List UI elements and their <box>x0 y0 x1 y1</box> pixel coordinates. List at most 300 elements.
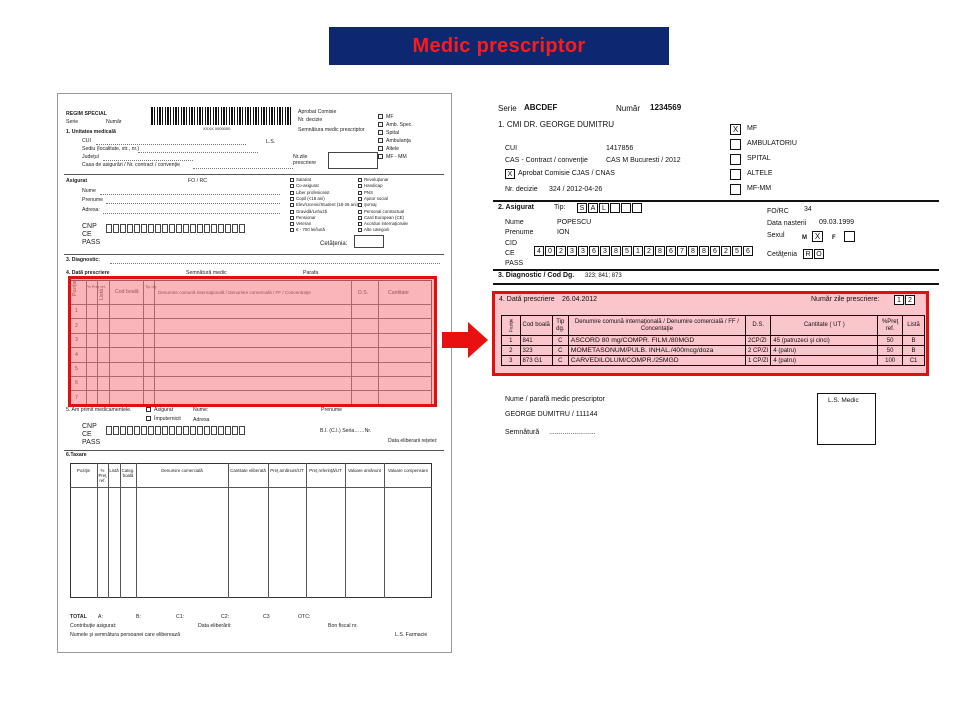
cnp-cell <box>232 224 238 233</box>
r-cnp-cell[interactable] <box>567 246 577 256</box>
sediu-label: Sediu (localitate, str., nr.) <box>82 146 140 152</box>
aprobat-label: Aprobat Comisie <box>298 109 337 115</box>
insured-category-label: Liber profesionist <box>296 189 330 195</box>
r-cnp-digit: 2 <box>647 247 651 255</box>
parafa-label: Parafa <box>303 270 319 276</box>
cnp-cell <box>239 426 245 435</box>
insured-category-label: Card European (CE) <box>364 214 405 220</box>
cnp-cell <box>134 426 140 435</box>
r-cell-cod: 873 G1 <box>520 356 552 366</box>
rt-head-cod: Cod boală <box>520 316 552 336</box>
rt-head-ds: D.S. <box>746 316 771 336</box>
taxare-col-line <box>108 463 109 598</box>
r-cnp-cell[interactable] <box>677 246 687 256</box>
total-c1: C1: <box>176 614 185 620</box>
r-nr-zile-label: Număr zile prescriere: <box>811 296 880 303</box>
r-cnp-digit: 3 <box>570 247 574 255</box>
r-nume-value: POPESCU <box>557 219 592 226</box>
numar-label: Număr <box>106 119 122 125</box>
r-cell-den: CARVEDILOLUM/COMPR./25MGD <box>568 356 745 366</box>
r-cell-ds: 1 CP/ZI <box>746 356 771 366</box>
r-unit-type-checkbox[interactable] <box>730 169 741 180</box>
cnp-cell <box>162 426 168 435</box>
r-cui-label: CUI <box>505 145 518 152</box>
prenume-label: Prenume <box>82 197 104 203</box>
insured-category-checkbox[interactable] <box>290 210 294 214</box>
cnp-cell <box>218 224 224 233</box>
cnp-cell <box>113 426 119 435</box>
r-table-row <box>502 346 925 356</box>
r-cnp-cell[interactable] <box>534 246 544 256</box>
bi-label: B.I. (C.I.) Seria……Nr. <box>320 428 372 434</box>
r-unit-type-label: SPITAL <box>747 155 771 162</box>
r-cnp-digit: 6 <box>746 247 750 255</box>
cnp-cell <box>113 224 119 233</box>
unit-type-checkbox[interactable] <box>378 130 383 135</box>
r-serie-label: Serie <box>498 104 517 113</box>
unit-type-label: MF - MM <box>386 154 407 160</box>
unit-type-checkbox[interactable] <box>378 138 383 143</box>
r-aprobat-checkbox[interactable]: X <box>505 169 515 179</box>
insured-category-checkbox[interactable] <box>290 191 294 195</box>
r-data-prescriere-value: 26.04.2012 <box>562 296 598 303</box>
r-prenume-label: Prenume <box>505 229 534 236</box>
adresa2-label: Adresa <box>193 417 210 423</box>
adresa-label: Adresa: <box>82 207 100 213</box>
r-cnp-cell[interactable] <box>611 246 621 256</box>
r-unit-type-label: AMBULATORIU <box>747 140 797 147</box>
r-cell-poz: 3 <box>502 356 521 366</box>
unit-type-label: Amb. Spec. <box>386 122 413 128</box>
r-cell-poz: 2 <box>502 346 521 356</box>
r-data-prescriere-label: 4. Dată prescriere <box>499 296 555 303</box>
r-unit-type-checkbox[interactable] <box>730 154 741 165</box>
fo-rc-label: FO / RC <box>188 178 208 184</box>
r-data-nasterii-label: Data nasterii <box>767 220 807 227</box>
r-prenume-value: ION <box>557 229 570 236</box>
cnp-cell <box>190 426 196 435</box>
cnp-cell <box>183 426 189 435</box>
taxare-col-line <box>97 463 98 598</box>
r-cnp-digit: 8 <box>702 247 706 255</box>
cnp-cell <box>127 224 133 233</box>
insured-category-label: Pensionar <box>296 214 316 220</box>
r-tip-cell-value: L <box>602 204 606 212</box>
r-cnp-cell[interactable] <box>589 246 599 256</box>
cnp-cell <box>162 224 168 233</box>
unit-type-label: MF <box>386 114 394 120</box>
insured-category-label: Salariat <box>296 177 311 182</box>
nr-decizie-label: Nr. decizie <box>298 117 323 123</box>
data-prescriere-label: 4. Dată prescriere <box>66 270 110 276</box>
insured-category-checkbox[interactable] <box>358 191 362 195</box>
r-cnp-cell[interactable] <box>578 246 588 256</box>
cui-label: CUI <box>82 138 91 144</box>
r-tip-label: Tip: <box>554 204 566 211</box>
r-cui-value: 1417856 <box>606 145 634 152</box>
r-cnp-digit: 3 <box>603 247 607 255</box>
total-c3: C3 <box>263 614 270 620</box>
total-label: TOTAL <box>70 614 87 620</box>
cnp-cell <box>106 224 112 233</box>
pass-label: PASS <box>82 239 101 246</box>
cnp-cell <box>197 426 203 435</box>
cnp-cell <box>155 224 161 233</box>
am-primit-label: 5. Am primit medicamentele. <box>66 407 132 413</box>
r-cas-value: CAS M Bucuresti / 2012 <box>606 157 681 164</box>
cnp-cell <box>127 426 133 435</box>
insured-category-checkbox[interactable] <box>358 184 362 188</box>
r-cnp-cell[interactable] <box>666 246 676 256</box>
cnp-cell <box>190 224 196 233</box>
taxare-col-line <box>120 463 121 598</box>
r-semnatura-label: Semnătură <box>505 429 540 436</box>
taxare-head: % Preţ ref. <box>98 468 107 483</box>
r-cnp-digit: 5 <box>625 247 629 255</box>
r-cnp-digit: 2 <box>559 247 563 255</box>
ls-farmacie-label: L.S. Farmacie <box>395 632 428 638</box>
cnp-cell <box>197 224 203 233</box>
insured-category-label: € - 700 lei/lună <box>296 227 325 233</box>
insured-category-checkbox[interactable] <box>290 228 294 232</box>
unit-type-label: Altele <box>386 146 399 152</box>
cnp-cell <box>176 224 182 233</box>
insured-category-label: Personal contractual <box>364 208 405 214</box>
r-cnp-cell[interactable] <box>743 246 753 256</box>
r-cnp-digit: 7 <box>680 247 684 255</box>
r-tip-cell[interactable] <box>588 203 598 213</box>
insured-category-label: Handicap <box>364 183 383 189</box>
taxare-head: Denumire comercială <box>161 468 203 473</box>
r-unit-type-checkbox[interactable] <box>730 124 741 135</box>
r-cell-poz: 1 <box>502 336 521 346</box>
total-c2: C2: <box>221 614 230 620</box>
r-cell-cod: 323 <box>520 346 552 356</box>
insured-category-checkbox[interactable] <box>358 178 362 182</box>
insured-category-checkbox[interactable] <box>290 203 294 207</box>
r-cetatenia-cell[interactable] <box>814 249 824 259</box>
unit-type-label: Spital <box>386 130 399 136</box>
insured-category-checkbox[interactable] <box>290 178 294 182</box>
r-cell-cod: 841 <box>520 336 552 346</box>
r-cnp-digit: 1 <box>636 247 640 255</box>
serie-label: Serie <box>66 119 79 125</box>
r-sex-label: Sexul <box>767 232 785 239</box>
r-cell-lista: C1 <box>903 356 925 366</box>
r-numar-value: 1234569 <box>650 103 682 112</box>
r-semnatura-dots: ........................ <box>549 429 596 436</box>
asigurat-cas-label: Asigurat <box>66 178 88 184</box>
r-prescription-rows <box>502 336 925 366</box>
cnp-cell <box>141 426 147 435</box>
numele-farmacist-label: Numele şi semnătura persoanei care eliberează <box>70 632 181 638</box>
r-cell-tip: C <box>552 336 568 346</box>
insured-category-checkbox[interactable] <box>358 216 362 220</box>
r-cnp-digit: 8 <box>658 247 662 255</box>
cnp-cell <box>225 426 231 435</box>
insured-category-label: Şomaj <box>364 202 377 208</box>
r-cnp-cell[interactable] <box>732 246 742 256</box>
cnp-cell <box>176 426 182 435</box>
r-cetatenia-cell[interactable] <box>803 249 813 259</box>
total-a: A: <box>98 614 103 620</box>
r-cnp-digit: 3 <box>581 247 585 255</box>
r-cell-ds: 2 CP/ZI <box>746 346 771 356</box>
ls-label: L.S. <box>266 139 276 145</box>
r-cell-lista: B <box>903 346 925 356</box>
r-cell-tip: C <box>552 356 568 366</box>
r-sex-f: F <box>832 235 836 241</box>
barcode-image <box>151 107 291 125</box>
r-cnp-cell[interactable] <box>655 246 665 256</box>
r-cnp-digit: 6 <box>592 247 596 255</box>
taxare-head: Cantitate eliberată <box>230 468 266 473</box>
insured-category-checkbox[interactable] <box>358 228 362 232</box>
nume-label: Nume <box>82 188 96 194</box>
taxare-col-line <box>136 463 137 598</box>
cnp-cell <box>155 426 161 435</box>
nr-zile-label: Nr.zile prescriere <box>293 154 317 166</box>
taxare-head: Poziţie <box>76 468 91 473</box>
r-table-row <box>502 356 925 366</box>
r-numar-label: Număr <box>616 104 641 113</box>
r-cnp-cell[interactable] <box>699 246 709 256</box>
r-tip-cell[interactable] <box>599 203 609 213</box>
r-ce-label: CE <box>505 250 515 257</box>
insured-category-checkbox[interactable] <box>290 216 294 220</box>
r-cnp-cell[interactable] <box>633 246 643 256</box>
r-cetatenia-letter: O <box>816 250 822 258</box>
r-diagnostic-value: 323; 841; 873 <box>585 273 622 279</box>
cnp-cell <box>141 224 147 233</box>
insured-category-checkbox[interactable] <box>290 184 294 188</box>
cetatenia-label: Cetăţenia: <box>320 241 348 247</box>
taxare-col-line <box>268 463 269 598</box>
judet-label: Judeţul <box>82 154 99 160</box>
cnp-cell <box>148 224 154 233</box>
ls-medic-label: L.S. Medic <box>828 397 859 404</box>
r-cell-lista: B <box>903 336 925 346</box>
r-unit-type-label: MF <box>747 125 758 132</box>
cnp-cell <box>169 224 175 233</box>
r-nr-zile-cell[interactable] <box>894 295 904 305</box>
r-cnp-cell[interactable] <box>688 246 698 256</box>
bon-fiscal-label: Bon fiscal nr. <box>328 623 358 629</box>
r-cell-pret: 100 <box>878 356 903 366</box>
cnp-cell <box>218 426 224 435</box>
r-data-nasterii-value: 09.03.1999 <box>819 219 855 226</box>
cnp-cell <box>169 426 175 435</box>
rt-head-pret: %Preţ ref. <box>878 316 903 336</box>
r-tip-cell-value: A <box>590 204 596 212</box>
taxare-col-line <box>345 463 346 598</box>
cnp-cell <box>204 224 210 233</box>
cnp-cell <box>211 224 217 233</box>
r-cnp-cell[interactable] <box>710 246 720 256</box>
semnatura-label: Semnătură medic <box>186 270 227 276</box>
insured-category-label: PNS <box>364 189 374 195</box>
r-cell-pret: 50 <box>878 336 903 346</box>
r-unit-type-checkbox[interactable] <box>730 139 741 150</box>
r-cnp-digit: 6 <box>713 247 717 255</box>
taxare-col-line <box>306 463 307 598</box>
r-cell-pret: 50 <box>878 346 903 356</box>
ce-label: CE <box>82 231 92 238</box>
taxare-table <box>70 463 432 598</box>
rt-head-pozitie: Poziţie <box>502 316 521 336</box>
taxare-head: Preţ amănunt/UT <box>270 468 304 473</box>
asigurat-check-label: Asigurat <box>154 407 174 413</box>
insured-category-checkbox[interactable] <box>290 222 294 226</box>
contributie-label: Contribuţie asigurat: <box>70 623 117 629</box>
insured-category-label: Veteran <box>296 221 312 227</box>
r-cell-tip: C <box>552 346 568 356</box>
r-nr-decizie-value: 324 / 2012-04-26 <box>549 186 603 193</box>
rt-head-cantitate: Cantitate ( UT ) <box>771 316 878 336</box>
r-unit-type-label: ALTELE <box>747 170 773 177</box>
r-sex-m-checkbox[interactable]: X <box>812 231 823 242</box>
cnp-cell <box>183 224 189 233</box>
insured-category-checkbox[interactable] <box>358 203 362 207</box>
r-unit-type-label: MF-MM <box>747 185 772 192</box>
imputernicit-label: Împuternicit <box>154 416 181 422</box>
r-unit-type-mark: X <box>732 125 739 134</box>
r-aprobat-label: Aprobat Comisie CJAS / CNAS <box>518 170 615 177</box>
r-cas-label: CAS - Contract / convenţie <box>505 157 588 164</box>
data-eliberarii-label: Data eliberării: <box>198 623 232 629</box>
r-nr-decizie-label: Nr. decizie <box>505 186 538 193</box>
rt-head-lista: Listă <box>903 316 925 336</box>
r-cnp-digit: 6 <box>669 247 673 255</box>
r-sex-m: M <box>802 235 807 241</box>
r-cetatenia-letter: R <box>805 250 811 258</box>
taxare-col-line <box>228 463 229 598</box>
insured-category-label: Acorduri internaţionale <box>364 221 408 227</box>
ce2-label: CE <box>82 431 92 438</box>
r-unit-type-checkbox[interactable] <box>730 184 741 195</box>
diagnostic-label: 3. Diagnostic: <box>66 257 101 263</box>
semnatura-medic-label: Semnătura medic prescriptor <box>298 127 365 133</box>
r-cell-cant: 4 (patru) <box>771 356 878 366</box>
prenume2-label: Prenume <box>321 407 343 413</box>
insured-category-checkbox[interactable] <box>290 197 294 201</box>
cnp-cell <box>204 426 210 435</box>
r-nume-label: Nume <box>505 219 524 226</box>
taxare-head: Listă <box>109 468 119 473</box>
insured-category-label: Alte categorii <box>364 227 390 233</box>
cnp-cell <box>134 224 140 233</box>
r-cetatenia-label: Cetăţenia <box>767 251 797 258</box>
r-tip-cell[interactable] <box>610 203 620 213</box>
r-unit-name: 1. CMI DR. GEORGE DUMITRU <box>498 120 615 129</box>
insured-category-label: Ajutor social <box>364 195 388 201</box>
r-cnp-cell[interactable] <box>721 246 731 256</box>
insured-category-checkbox[interactable] <box>358 197 362 201</box>
rt-head-tip: Tip dg. <box>552 316 568 336</box>
rt-head-denumire: Denumire comună internaţională / Denumire comercială / FF / Concentaţie <box>568 316 745 336</box>
insured-category-label: Copil (<18 ani) <box>296 195 325 201</box>
r-cnp-cell[interactable] <box>556 246 566 256</box>
insured-category-label: Elev/Ucenic/Student (18-26 ani) <box>296 202 358 208</box>
left-section4-highlight <box>68 276 437 407</box>
r-parafa-label: Nume / parafă medic prescriptor <box>505 396 605 403</box>
insured-category-label: Co-asigurat <box>296 183 319 189</box>
r-cnp-digit: 8 <box>691 247 695 255</box>
r-cid-label: CID <box>505 240 518 247</box>
r-tip-cell[interactable] <box>577 203 587 213</box>
r-cnp-cell[interactable] <box>545 246 555 256</box>
taxare-head: Categ. boală <box>121 468 135 478</box>
blank-prescription-form: REGIM SPECIAL Serie Număr XXXX 0000000 1. Unitatea medicală CUI L.S. Sediu (localitate, str., nr.) Judeţul Casa de asigurări / Nr. contract / convenţie Aprobat Comisie Nr. decizie Semnătura medic prescriptor Nr.zile prescriere MF Amb. Spec. Spital Ambulanţa Altele MF - MM Asigurat FO / RC Nume Prenume Adresa: CNP CE PASS Cetăţenia: Salariat Co-asigurat Liber profesionist Copil (<18 ani) Elev/Ucenic/Student (18-26 ani) Gravidă/Lehuză Pensionar Veteran € - 700 lei/lună Revoluţionar Handicap PNS Ajutor social Şomaj Personal contractual Card European (CE) Acorduri internaţionale Alte categorii 3. Diagnostic: 4. Dată prescriere Semnătură medic Parafa 5. Am primit medicamentele. Asigurat Împuternicit Nume: Adresa Prenume CNP CE PASS B.I. (C.I.) Seria……Nr. Data eliberarii reţetei: 6.Taxare Poziţie % Preţ ref. Listă Categ. boală Denumire comercială Cantitate eliberată Preţ amănunt/UT Preţ referinţă/UT Valoare amănunt Valoare compensare TOTAL A: B: C1: C2: C3 OTC: Contribuţie asigurat: Data eliberării: Bon fiscal nr. Numele şi semnătura persoanei care eliberează L.S. Farmacie <box>57 93 452 653</box>
cnp-cell <box>120 426 126 435</box>
r-cnp-cell[interactable] <box>644 246 654 256</box>
data-eliberarii-retetei: Data eliberarii reţetei: <box>388 438 438 444</box>
r-cnp-digit: 2 <box>724 247 728 255</box>
r-cnp-cell[interactable] <box>622 246 632 256</box>
r-cell-den: ASCORD 80 mg/COMPR. FILM./80MGD <box>568 336 745 346</box>
r-diagnostic-label: 3. Diagnostic / Cod Dg. <box>498 272 575 279</box>
unit-type-checkbox[interactable] <box>378 114 383 119</box>
unit-type-checkbox[interactable] <box>378 122 383 127</box>
r-tip-cell[interactable] <box>632 203 642 213</box>
cnp-cell <box>148 426 154 435</box>
r-cell-cant: 45 (patruzeci şi cinci) <box>771 336 878 346</box>
taxare-col-line <box>384 463 385 598</box>
taxare-head: Preţ referinţă/UT <box>309 468 342 473</box>
cnp-label: CNP <box>82 223 97 230</box>
cnp-cell <box>106 426 112 435</box>
unit-type-checkbox[interactable] <box>378 154 383 159</box>
insured-category-checkbox[interactable] <box>358 222 362 226</box>
cnp-cell <box>232 426 238 435</box>
cnp-cell <box>120 224 126 233</box>
casa-label: Casa de asigurări / Nr. contract / convenţie <box>82 162 181 168</box>
r-table-row <box>502 336 925 346</box>
pass2-label: PASS <box>82 439 101 446</box>
r-cnp-digit: 4 <box>537 247 541 255</box>
ls-medic-box <box>817 393 876 445</box>
r-parafa-value: GEORGE DUMITRU / 111144 <box>505 411 598 418</box>
r-sex-f-checkbox[interactable] <box>844 231 855 242</box>
r-nr-zile-cell[interactable] <box>905 295 915 305</box>
insured-category-checkbox[interactable] <box>358 210 362 214</box>
r-prescription-table <box>501 315 925 366</box>
r-tip-cell-value: S <box>579 204 585 212</box>
cnp-cell <box>211 426 217 435</box>
taxare-head: Valoare amănunt <box>347 468 382 473</box>
r-nr-zile-digit: 1 <box>897 296 901 304</box>
r-tip-cell[interactable] <box>621 203 631 213</box>
unit-type-checkbox[interactable] <box>378 146 383 151</box>
total-otc: OTC: <box>298 614 311 620</box>
total-b: B: <box>136 614 141 620</box>
r-nr-zile-digit: 2 <box>908 296 912 304</box>
r-cnp-digit: 5 <box>735 247 739 255</box>
taxare-label: 6.Taxare <box>66 452 87 458</box>
cnp2-label: CNP <box>82 423 97 430</box>
cnp-cell <box>225 224 231 233</box>
unit-type-label: Ambulanţa <box>386 138 411 144</box>
insured-category-label: Gravidă/Lehuză <box>296 208 327 214</box>
right-section4-highlight <box>492 291 929 376</box>
taxare-head: Valoare compensare <box>387 468 429 473</box>
page-title-banner <box>329 27 669 65</box>
nume2-label: Nume: <box>193 407 209 413</box>
cnp-cell <box>239 224 245 233</box>
r-pass-label: PASS <box>505 260 524 267</box>
r-fo-value: 34 <box>804 206 812 213</box>
r-cnp-cell[interactable] <box>600 246 610 256</box>
